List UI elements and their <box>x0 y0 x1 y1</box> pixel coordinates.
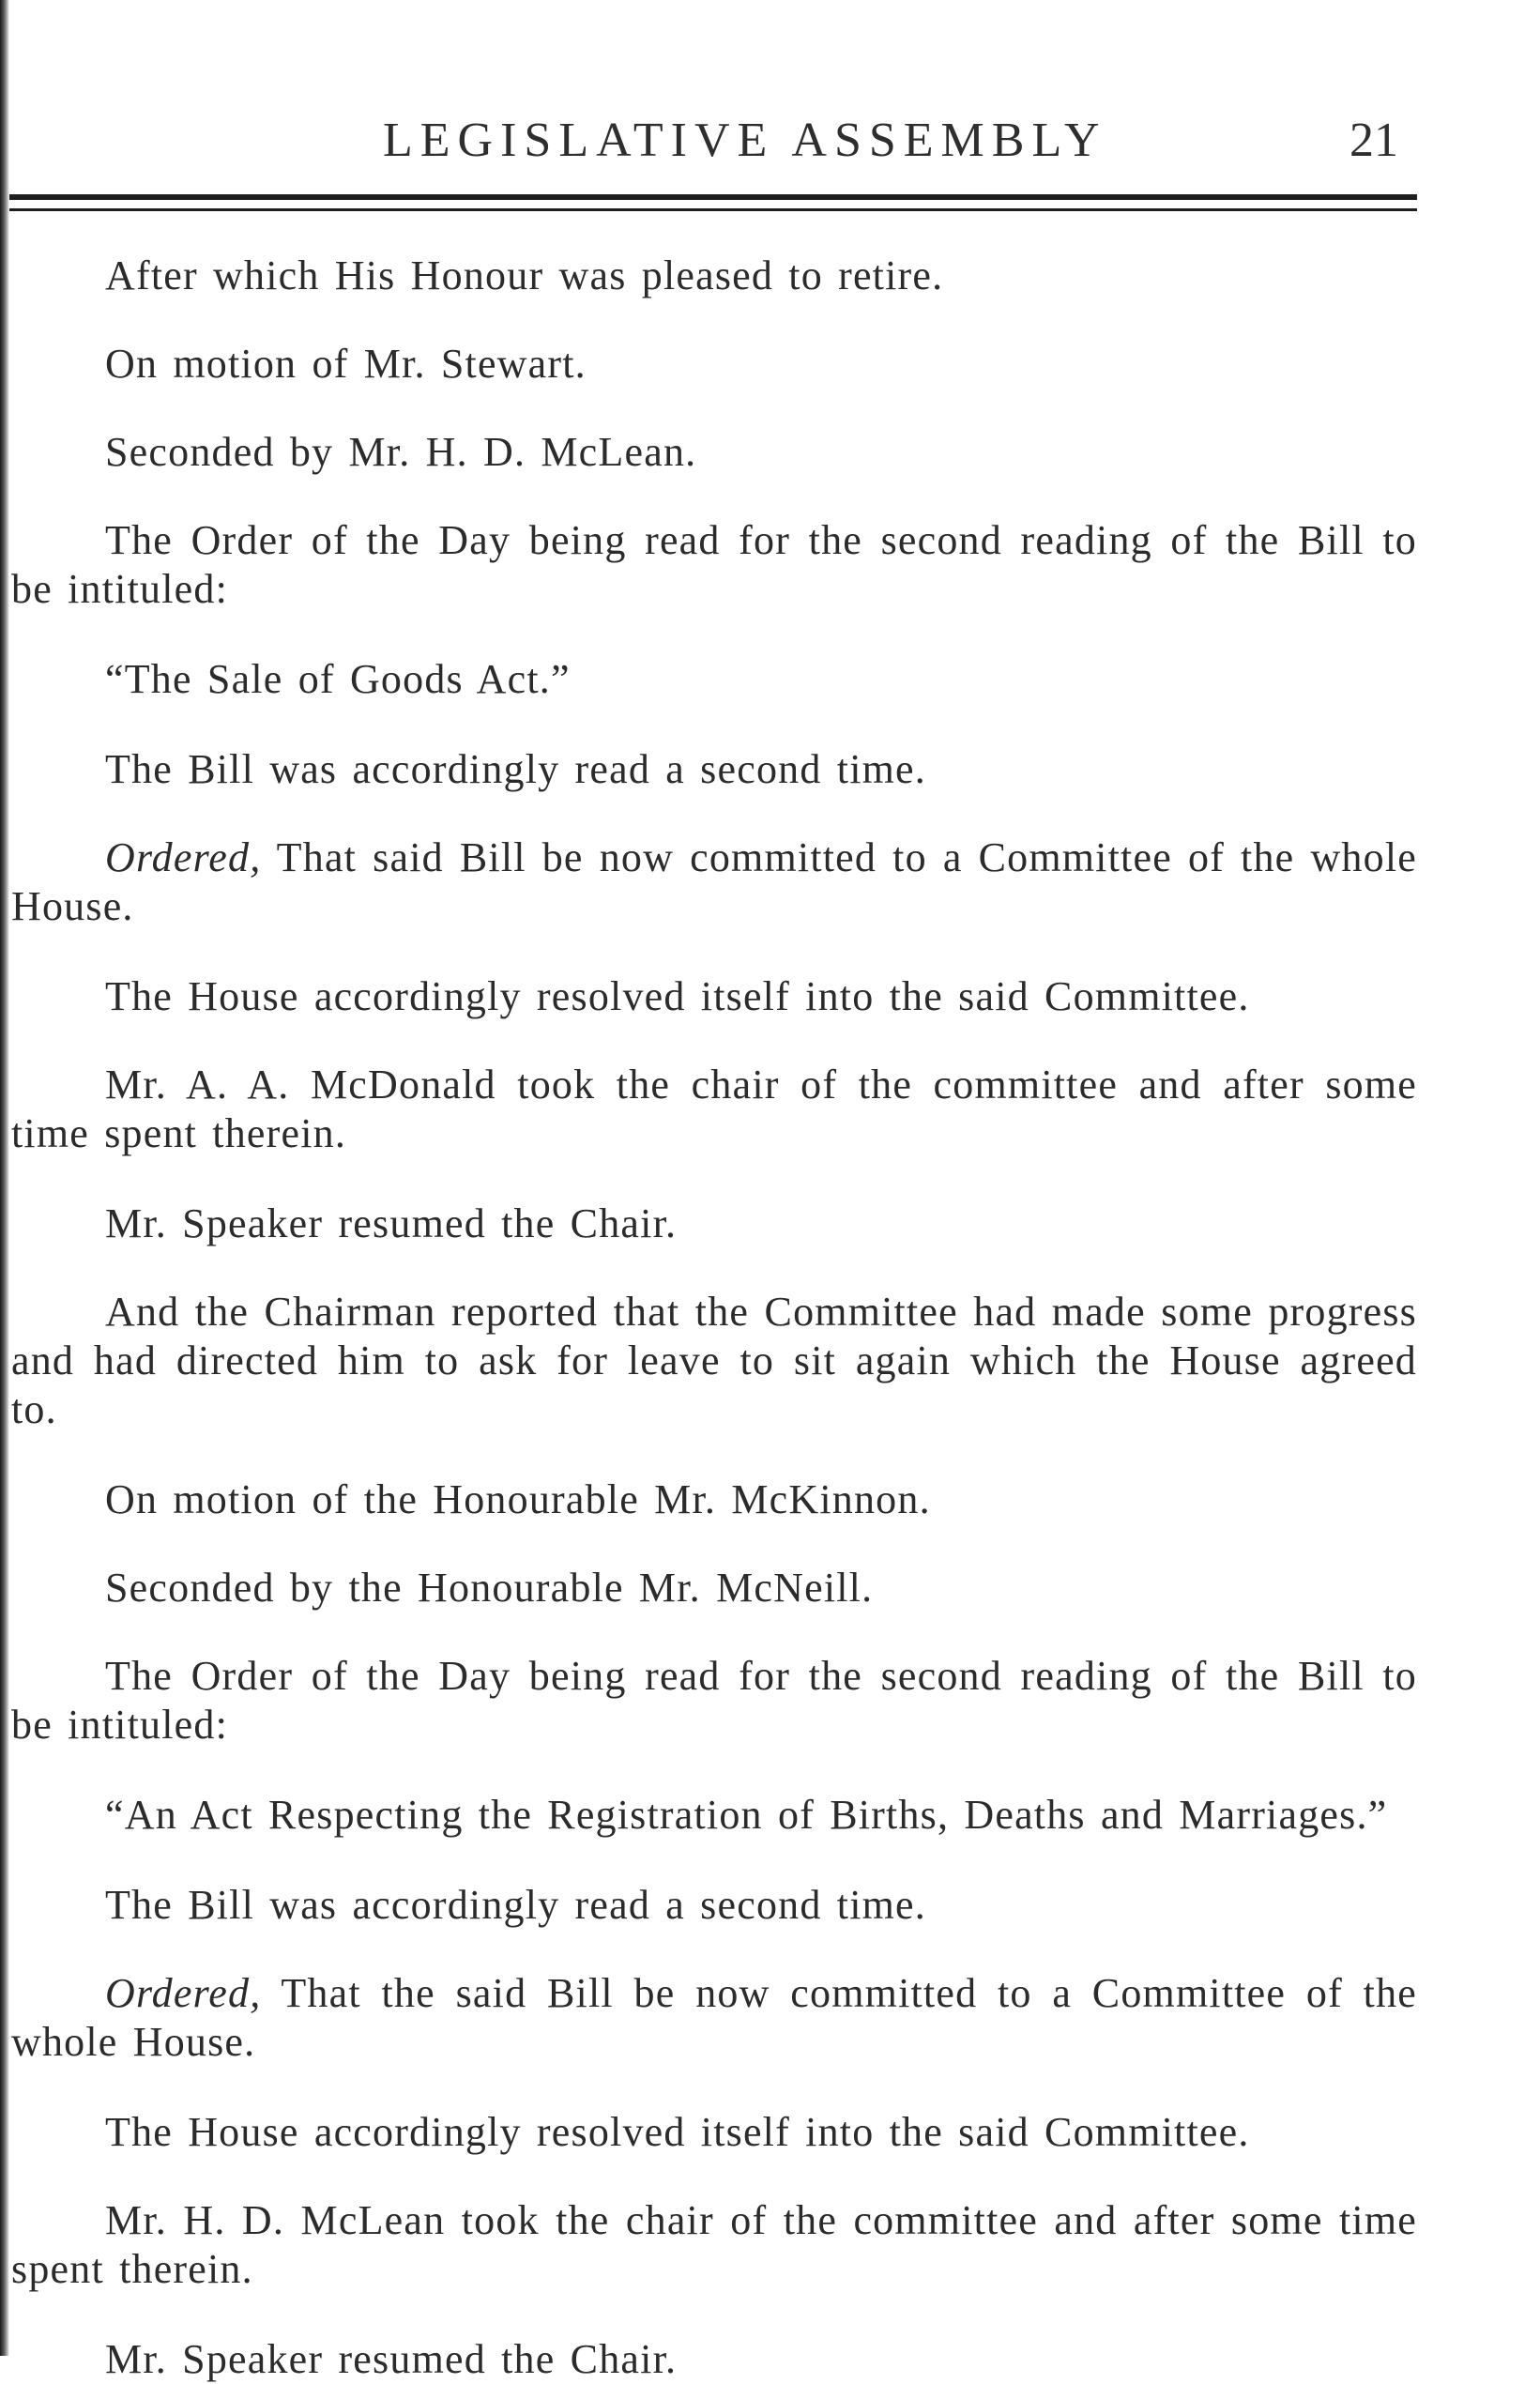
page-binding-edge <box>0 0 9 2356</box>
paragraph: The House accordingly resolved itself into the said Committee. <box>105 2109 1250 2155</box>
paragraph-ordered <box>11 833 1417 931</box>
paragraph: Mr. H. D. McLean took the chair of the committee and after some time spent therein. <box>11 2197 1417 2292</box>
paragraph: On motion of Mr. Stewart. <box>105 341 587 387</box>
paragraph: Seconded by the Honourable Mr. McNeill. <box>105 1565 874 1611</box>
bill-title-quote: “An Act Respecting the Registration of Births, Deaths and Marriages.” <box>105 1792 1388 1838</box>
paragraph: The Order of the Day being read for the second reading of the Bill to be intituled: <box>11 517 1417 612</box>
ordered-label: Ordered, <box>105 1970 262 2016</box>
paragraph-ordered <box>11 1969 1417 2067</box>
ordered-text: That the said Bill be now committed to a Committee of the whole House. <box>11 1970 1417 2065</box>
header-rule-thick <box>9 194 1417 200</box>
paragraph: Mr. Speaker resumed the Chair. <box>105 1200 678 1246</box>
paragraph: Mr. Speaker resumed the Chair. <box>105 2336 678 2382</box>
page-header <box>0 103 1540 178</box>
header-rule-thin <box>9 208 1417 211</box>
paragraph: Mr. A. A. McDonald took the chair of the committee and after some time spent therein. <box>11 1062 1417 1156</box>
bill-title-quote: “The Sale of Goods Act.” <box>105 656 571 702</box>
paragraph: The Order of the Day being read for the second reading of the Bill to be intituled: <box>11 1653 1417 1748</box>
paragraph: The Bill was accordingly read a second time. <box>105 1882 926 1928</box>
running-title: LEGISLATIVE ASSEMBLY <box>383 114 1107 167</box>
paragraph: The House accordingly resolved itself into the said Committee. <box>105 973 1250 1019</box>
ordered-text: That said Bill be now committed to a Committee of the whole House. <box>11 834 1417 929</box>
paragraph: On motion of the Honourable Mr. McKinnon. <box>105 1476 931 1522</box>
ordered-label: Ordered, <box>105 834 262 880</box>
page-number: 21 <box>1349 114 1398 167</box>
paragraph: After which His Honour was pleased to retire. <box>105 252 944 298</box>
journal-text <box>11 252 1417 2384</box>
paragraph: The Bill was accordingly read a second time. <box>105 746 926 792</box>
paragraph: Seconded by Mr. H. D. McLean. <box>105 429 697 475</box>
paragraph: And the Chairman reported that the Committee had made some progress and had directed him to ask for leave to sit again which the House agreed to. <box>11 1289 1417 1432</box>
